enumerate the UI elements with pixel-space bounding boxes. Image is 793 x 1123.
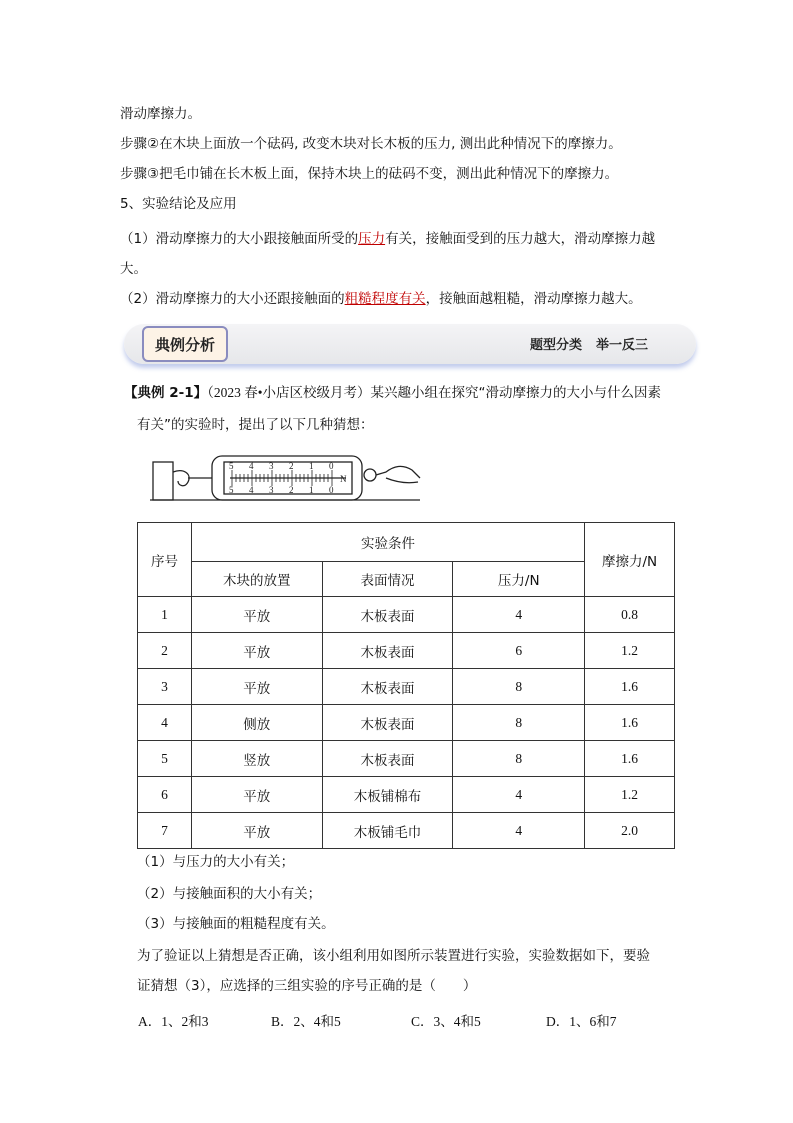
table-header-row <box>138 523 675 562</box>
table-row <box>138 633 675 669</box>
table-row <box>138 597 675 633</box>
scale-digit-top-2: 2 <box>289 461 294 471</box>
cell-no: 2 <box>138 633 192 669</box>
cell-pressure: 8 <box>453 741 585 777</box>
cell-placement: 平放 <box>191 813 322 849</box>
cell-surface: 木板表面 <box>322 597 453 633</box>
block-hook <box>173 471 189 486</box>
cell-no: 1 <box>138 597 192 633</box>
cell-pressure: 8 <box>453 669 585 705</box>
example-line-1 <box>124 383 661 403</box>
option-c[interactable]: C．3、4和5 <box>411 1014 481 1029</box>
header-placement: 木块的放置 <box>191 562 322 597</box>
cell-pressure: 8 <box>453 705 585 741</box>
step-3: 步骤③把毛巾铺在长木板上面，保持木块上的砝码不变，测出此种情况下的摩擦力。 <box>120 166 619 182</box>
experiment-table <box>137 522 675 849</box>
hand-outline <box>376 466 420 482</box>
conclusion-2 <box>120 289 642 309</box>
question-line-2: 证猜想（3），应选择的三组实验的序号正确的是（ ） <box>137 978 477 994</box>
pull-ring <box>364 469 376 481</box>
conclusion-1 <box>120 229 655 249</box>
cell-placement: 平放 <box>191 633 322 669</box>
table-row <box>138 669 675 705</box>
cell-placement: 侧放 <box>191 705 322 741</box>
option-a[interactable]: A．1、2和3 <box>138 1014 209 1029</box>
cell-friction: 1.6 <box>585 705 675 741</box>
conclusion-2-prefix: （2）滑动摩擦力的大小还跟接触面的 <box>120 291 345 307</box>
header-pressure: 压力/N <box>453 562 585 597</box>
step-2: 步骤②在木块上面放一个砝码, 改变木块对长木板的压力, 测出此种情况下的摩擦力。 <box>120 136 622 152</box>
banner-tag: 典例分析 <box>142 326 228 362</box>
cell-friction: 1.6 <box>585 741 675 777</box>
cell-no: 5 <box>138 741 192 777</box>
scale-digit-bottom-3: 3 <box>269 485 274 495</box>
intro-line: 滑动摩擦力。 <box>120 106 201 122</box>
cell-no: 3 <box>138 669 192 705</box>
example-line-2: 有关”的实验时，提出了以下几种猜想： <box>137 417 374 433</box>
header-surface: 表面情况 <box>322 562 453 597</box>
cell-surface: 木板铺棉布 <box>322 777 453 813</box>
section-5-heading: 5、实验结论及应用 <box>120 196 237 212</box>
conclusion-1-keyword: 压力 <box>358 231 386 247</box>
cell-surface: 木板表面 <box>322 705 453 741</box>
scale-digit-top-3: 3 <box>269 461 274 471</box>
cell-pressure: 4 <box>453 597 585 633</box>
conclusion-2-suffix: ，接触面越粗糙，滑动摩擦力越大。 <box>425 291 642 307</box>
cell-no: 6 <box>138 777 192 813</box>
cell-surface: 木板表面 <box>322 633 453 669</box>
wood-block <box>153 462 173 500</box>
cell-placement: 平放 <box>191 669 322 705</box>
example-source: （2023 春•小店区校级月考） <box>207 385 371 400</box>
cell-pressure: 6 <box>453 633 585 669</box>
cell-friction: 1.2 <box>585 777 675 813</box>
conclusion-1-prefix: （1）滑动摩擦力的大小跟接触面所受的 <box>120 231 359 247</box>
table-row <box>138 777 675 813</box>
banner-subtitle-2: 举一反三 <box>596 338 649 353</box>
cell-friction: 1.2 <box>585 633 675 669</box>
cell-placement: 竖放 <box>191 741 322 777</box>
cell-placement: 平放 <box>191 597 322 633</box>
spring-scale-apparatus <box>150 448 425 508</box>
table-row <box>138 741 675 777</box>
scale-digit-top-0: 0 <box>329 461 334 471</box>
scale-digit-bottom-4: 4 <box>249 485 254 495</box>
cell-surface: 木板表面 <box>322 669 453 705</box>
conclusion-1-suffix: 有关，接触面受到的压力越大，滑动摩擦力越 <box>385 231 656 247</box>
cell-no: 4 <box>138 705 192 741</box>
scale-digit-bottom-2: 2 <box>289 485 294 495</box>
scale-unit: N <box>340 474 347 484</box>
scale-digit-top-4: 4 <box>249 461 254 471</box>
banner-subtitle-1: 题型分类 <box>530 338 583 353</box>
hypothesis-1: （1）与压力的大小有关； <box>137 854 295 870</box>
header-friction: 摩擦力/N <box>585 523 675 597</box>
cell-pressure: 4 <box>453 813 585 849</box>
option-d[interactable]: D．1、6和7 <box>546 1014 617 1029</box>
conclusion-1-continued: 大。 <box>120 261 147 277</box>
hypothesis-2: （2）与接触面积的大小有关； <box>137 886 322 902</box>
cell-friction: 2.0 <box>585 813 675 849</box>
scale-digit-bottom-5: 5 <box>229 485 234 495</box>
cell-no: 7 <box>138 813 192 849</box>
header-index: 序号 <box>138 523 192 597</box>
scale-digit-bottom-0: 0 <box>329 485 334 495</box>
cell-surface: 木板铺毛巾 <box>322 813 453 849</box>
banner-subtitle <box>530 334 662 353</box>
hypothesis-3: （3）与接触面的粗糙程度有关。 <box>137 916 335 932</box>
header-conditions: 实验条件 <box>191 523 584 562</box>
cell-friction: 1.6 <box>585 669 675 705</box>
table-row <box>138 813 675 849</box>
cell-surface: 木板表面 <box>322 741 453 777</box>
cell-placement: 平放 <box>191 777 322 813</box>
cell-pressure: 4 <box>453 777 585 813</box>
example-text-1: 某兴趣小组在探究“滑动摩擦力的大小与什么因素 <box>370 385 661 401</box>
cell-friction: 0.8 <box>585 597 675 633</box>
table-row <box>138 705 675 741</box>
option-b[interactable]: B．2、4和5 <box>271 1014 341 1029</box>
question-line-1: 为了验证以上猜想是否正确，该小组利用如图所示装置进行实验，实验数据如下，要验 <box>137 948 650 964</box>
scale-digit-top-5: 5 <box>229 461 234 471</box>
conclusion-2-keyword: 粗糙程度有关 <box>344 291 426 307</box>
scale-digit-bottom-1: 1 <box>309 485 314 495</box>
scale-digit-top-1: 1 <box>309 461 314 471</box>
example-label: 【典例 2-1】 <box>124 385 208 401</box>
